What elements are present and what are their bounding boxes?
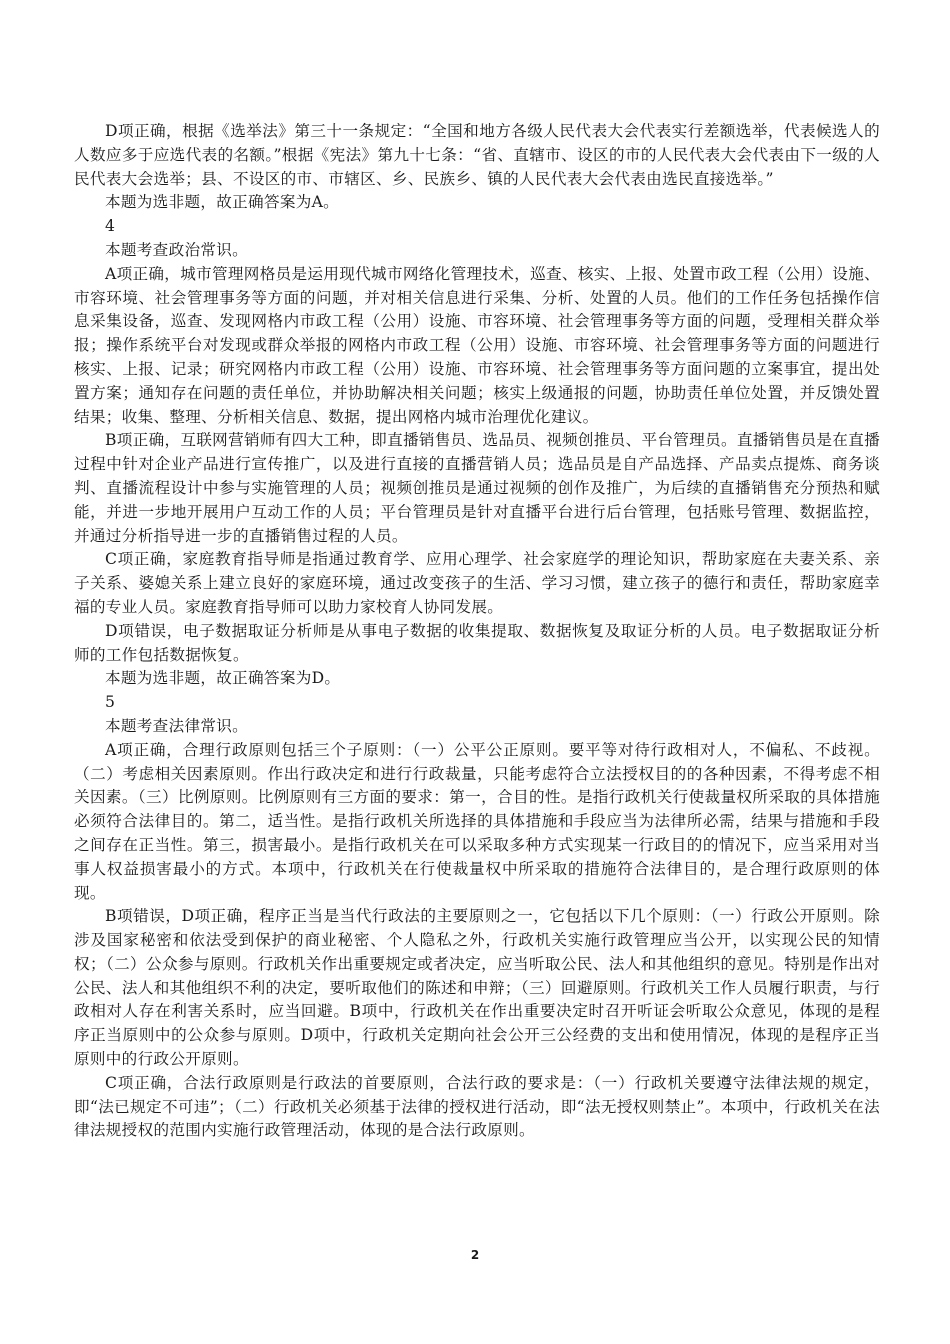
paragraph: D项错误，电子数据取证分析师是从事电子数据的收集提取、数据恢复及取证分析的人员。电子数据取证分析师的工作包括数据恢复。 bbox=[74, 621, 880, 664]
paragraph: A项正确，城市管理网格员是运用现代城市网络化管理技术，巡查、核实、上报、处置市政工程（公用）设施、市容环境、社会管理事务等方面的问题，并对相关信息进行采集、分析、处置的人员。他们的工作任务包括操作信息采集设备，巡查、发现网格内市政工程（公用）设施、市容环境、社会管理事务等方面的问题，受理相关群众举报；操作系统平台对发现或群众举报的网格内市政工程（公用）设施、市容环境、社会管理事务等方面的问题进行核实、上报、记录；研究网格内市政工程（公用）设施、市容环境、社会管理事务等方面问题的立案事宜，提出处置方案；通知存在问题的责任单位，并协助解决相关问题；核实上级通报的问题，协助责任单位处置，并反馈处置结果；收集、整理、分析相关信息、数据，提出网格内城市治理优化建议。 bbox=[74, 264, 880, 426]
page-number: 2 bbox=[470, 1248, 480, 1262]
question-number: 4 bbox=[105, 217, 116, 236]
paragraph: D项正确，根据《选举法》第三十一条规定：“全国和地方各级人民代表大会代表实行差额选举，代表候选人的人数应多于应选代表的名额。”根据《宪法》第九十七条：“省、直辖市、设区的市的人民代表大会代表由下一级的人民代表大会选举；县、不设区的市、市辖区、乡、民族乡、镇的人民代表大会代表由选民直接选举。” bbox=[74, 122, 880, 188]
paragraph: B项错误，D项正确，程序正当是当代行政法的主要原则之一，它包括以下几个原则：（一）行政公开原则。除涉及国家秘密和依法受到保护的商业秘密、个人隐私之外，行政机关实施行政管理应当公开，以实现公民的知情权；（二）公众参与原则。行政机关作出重要规定或者决定，应当听取公民、法人和其他组织的意见。特别是作出对公民、法人和其他组织不利的决定，要听取他们的陈述和申辩；（三）回避原则。行政机关工作人员履行职责，与行政相对人存在利害关系时，应当回避。B项中，行政机关在作出重要决定时召开听证会听取公众意见，体现的是程序正当原则中的公众参与原则。D项中，行政机关定期向社会公开三公经费的支出和使用情况，体现的是程序正当原则中的行政公开原则。 bbox=[74, 907, 880, 1069]
body-text bbox=[74, 120, 880, 1143]
paragraph: 本题为选非题，故正确答案为D。 bbox=[105, 669, 341, 688]
paragraph: A项正确，合理行政原则包括三个子原则：（一）公平公正原则。要平等对待行政相对人，不偏私、不歧视。（二）考虑相关因素原则。作出行政决定和进行行政裁量，只能考虑符合立法授权目的的各种因素，不得考虑不相关因素。（三）比例原则。比例原则有三方面的要求：第一，合目的性。是指行政机关行使裁量权所采取的具体措施必须符合法律目的。第二，适当性。是指行政机关所选择的具体措施和手段应当为法律所必需，结果与措施和手段之间存在正当性。第三，损害最小。是指行政机关在可以采取多种方式实现某一行政目的的情况下，应当采用对当事人权益损害最小的方式。本项中，行政机关在行使裁量权中所采取的措施符合法律目的，是合理行政原则的体现。 bbox=[74, 740, 880, 902]
paragraph: C项正确，合法行政原则是行政法的首要原则，合法行政的要求是：（一）行政机关要遵守法律法规的规定，即“法已规定不可违”；（二）行政机关必须基于法律的授权进行活动，即“法无授权则禁止”。本项中，行政机关在法律法规授权的范围内实施行政管理活动，体现的是合法行政原则。 bbox=[74, 1073, 880, 1140]
question-number: 5 bbox=[105, 693, 116, 712]
paragraph: 本题考查政治常识。 bbox=[105, 240, 249, 259]
paragraph: 本题为选非题，故正确答案为A。 bbox=[105, 193, 340, 212]
paragraph: C项正确，家庭教育指导师是指通过教育学、应用心理学、社会家庭学的理论知识，帮助家庭在夫妻关系、亲子关系、婆媳关系上建立良好的家庭环境，通过改变孩子的生活、学习习惯，建立孩子的德行和责任，帮助家庭幸福的专业人员。家庭教育指导师可以助力家校育人协同发展。 bbox=[74, 550, 880, 616]
paragraph: 本题考查法律常识。 bbox=[105, 716, 249, 735]
paragraph: B项正确，互联网营销师有四大工种，即直播销售员、选品员、视频创推员、平台管理员。直播销售员是在直播过程中针对企业产品进行宣传推广，以及进行直接的直播营销人员；选品员是自产品选择、产品卖点提炼、商务谈判、直播流程设计中参与实施管理的人员；视频创推员是通过视频的创作及推广，为后续的直播销售充分预热和赋能，并进一步地开展用户互动工作的人员；平台管理员是针对直播平台进行后台管理，包括账号管理、数据监控，并通过分析指导进一步的直播销售过程的人员。 bbox=[74, 431, 880, 545]
